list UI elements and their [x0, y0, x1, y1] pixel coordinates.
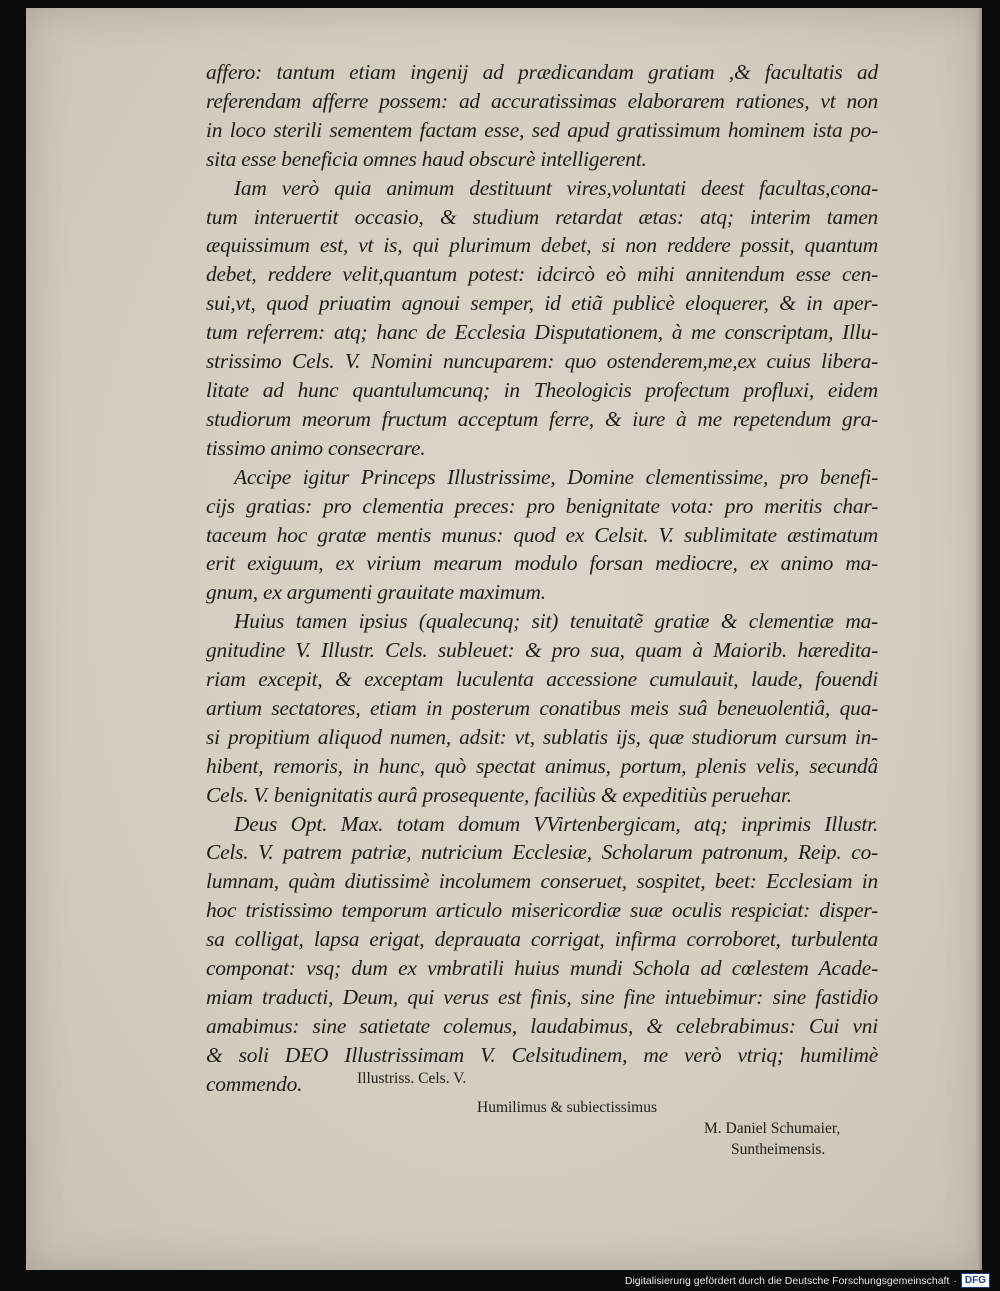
text-line: studiorum meorum fructum acceptum ferre, & iure à me repetendum gra- — [206, 406, 878, 431]
text-line: artium sectatores, etiam in posterum conatibus meis suâ beneuolentiâ, qua- — [206, 695, 878, 720]
text-line: taceum hoc gratæ mentis munus: quod ex Celsit. V. sublimitate æstimatum — [206, 522, 878, 547]
text-line: erit exiguum, ex virium mearum modulo forsan mediocre, ex animo ma- — [206, 551, 878, 576]
text-line: affero: tantum etiam ingenij ad prædicandam gratiam ,& facultatis ad — [206, 60, 878, 84]
closing-humility: Humilimus & subiectissimus — [477, 1099, 657, 1116]
text-line: cijs gratias: pro clementia preces: pro benignitate vota: pro meritis char- — [206, 493, 878, 518]
text-line: miam traducti, Deum, qui verus est finis, sine fine intuebimur: sine fastidio — [206, 985, 878, 1009]
text-line: tissimo animo consecrare. — [206, 435, 426, 460]
text-line: commendo. — [206, 1071, 303, 1096]
text-line: tum referrem: atq; hanc de Ecclesia Disputationem, à me conscriptam, Illu- — [206, 320, 878, 345]
text-line: lumnam, quàm diutissimè incolumem conseruet, sospitet, beet: Ecclesiam in — [206, 869, 878, 894]
text-line: tum interuertit occasio, & studium retardat ætas: atq; interim tamen — [206, 204, 878, 229]
text-line: riam excepit, & exceptam luculenta accessione cumulauit, laude, fouendi — [206, 667, 878, 692]
text-line: Cels. V. benignitatis aurâ prosequente, faciliùs & expeditiùs peruehar. — [206, 782, 792, 807]
text-line: hoc tristissimo temporum articulo misericordiæ suæ oculis respiciat: disper- — [206, 898, 878, 923]
text-line: Deus Opt. Max. totam domum VVirtenbergicam, atq; inprimis Illustr. — [234, 811, 878, 836]
text-line: amabimus: sine satietate colemus, laudabimus, & celebrabimus: Cui vni — [206, 1013, 878, 1038]
text-line: Iam verò quia animum destituunt vires,voluntati deest facultas,cona- — [234, 175, 878, 200]
text-line: gnum, ex argumenti grauitate maximum. — [206, 580, 546, 605]
closing-author: M. Daniel Schumaier, — [704, 1120, 841, 1137]
closing-origin: Suntheimensis. — [731, 1141, 826, 1158]
text-line: gnitudine V. Illustr. Cels. subleuet: & pro sua, quam à Maiorib. hæredita- — [206, 638, 878, 663]
text-line: in loco sterili sementem factam esse, sed apud gratissimum hominem ista po- — [206, 117, 878, 142]
text-line: Cels. V. patrem patriæ, nutricium Ecclesiæ, Scholarum patronum, Reip. co- — [206, 840, 878, 865]
digitization-footer: Digitalisierung gefördert durch die Deutsche Forschungsgemeinschaft · DFG — [625, 1273, 990, 1288]
text-line: componat: vsq; dum ex vmbratili huius mundi Schola ad cœlestem Acade- — [206, 956, 878, 981]
text-line: & soli DEO Illustrissimam V. Celsitudinem, me verò vtriq; humilimè — [206, 1042, 878, 1067]
page-edge — [976, 8, 982, 1270]
footer-credit: Digitalisierung gefördert durch die Deutsche Forschungsgemeinschaft — [624, 1274, 950, 1287]
text-line: hibent, remoris, in hunc, quò spectat animus, portum, plenis velis, secundâ — [206, 753, 878, 778]
text-line: sui,vt, quod priuatim agnoui semper, id etiã publicè eloquerer, & in aper- — [206, 291, 878, 316]
body-text — [206, 58, 878, 1099]
text-line: Huius tamen ipsius (qualecunq; sit) tenuitatẽ gratiæ & clementiæ ma- — [234, 609, 878, 634]
paragraph — [206, 810, 878, 1099]
dfg-logo: DFG — [961, 1273, 990, 1288]
text-line: si propitium aliquod numen, adsit: vt, sublatis ijs, quæ studiorum cursum in- — [206, 724, 878, 749]
text-line: strissimo Cels. V. Nomini nuncuparem: quo ostenderem,me,ex cuius libera- — [206, 349, 878, 374]
text-line: æquissimum est, vt is, qui plurimum debet, si non reddere possit, quantum — [206, 233, 878, 258]
paragraph — [206, 463, 878, 608]
paragraph — [206, 58, 878, 174]
text-line: sa colligat, lapsa erigat, deprauata corrigat, infirma corroboret, turbulenta — [206, 927, 878, 952]
paragraph — [206, 174, 878, 463]
paragraph — [206, 607, 878, 809]
text-line: debet, reddere velit,quantum potest: idcircò eò mihi annitendum esse cen- — [206, 262, 878, 287]
closing-address: Illustriss. Cels. V. — [357, 1070, 467, 1087]
text-line: litate ad hunc quantulumcunq; in Theologicis profectum profluxi, eidem — [206, 377, 878, 402]
text-line: sita esse beneficia omnes haud obscurè intelligerent. — [206, 146, 647, 171]
text-line: referendam afferre possem: ad accuratissimas elaborarem rationes, vt non — [206, 88, 878, 113]
text-line: Accipe igitur Princeps Illustrissime, Domine clementissime, pro benefi- — [234, 464, 878, 489]
